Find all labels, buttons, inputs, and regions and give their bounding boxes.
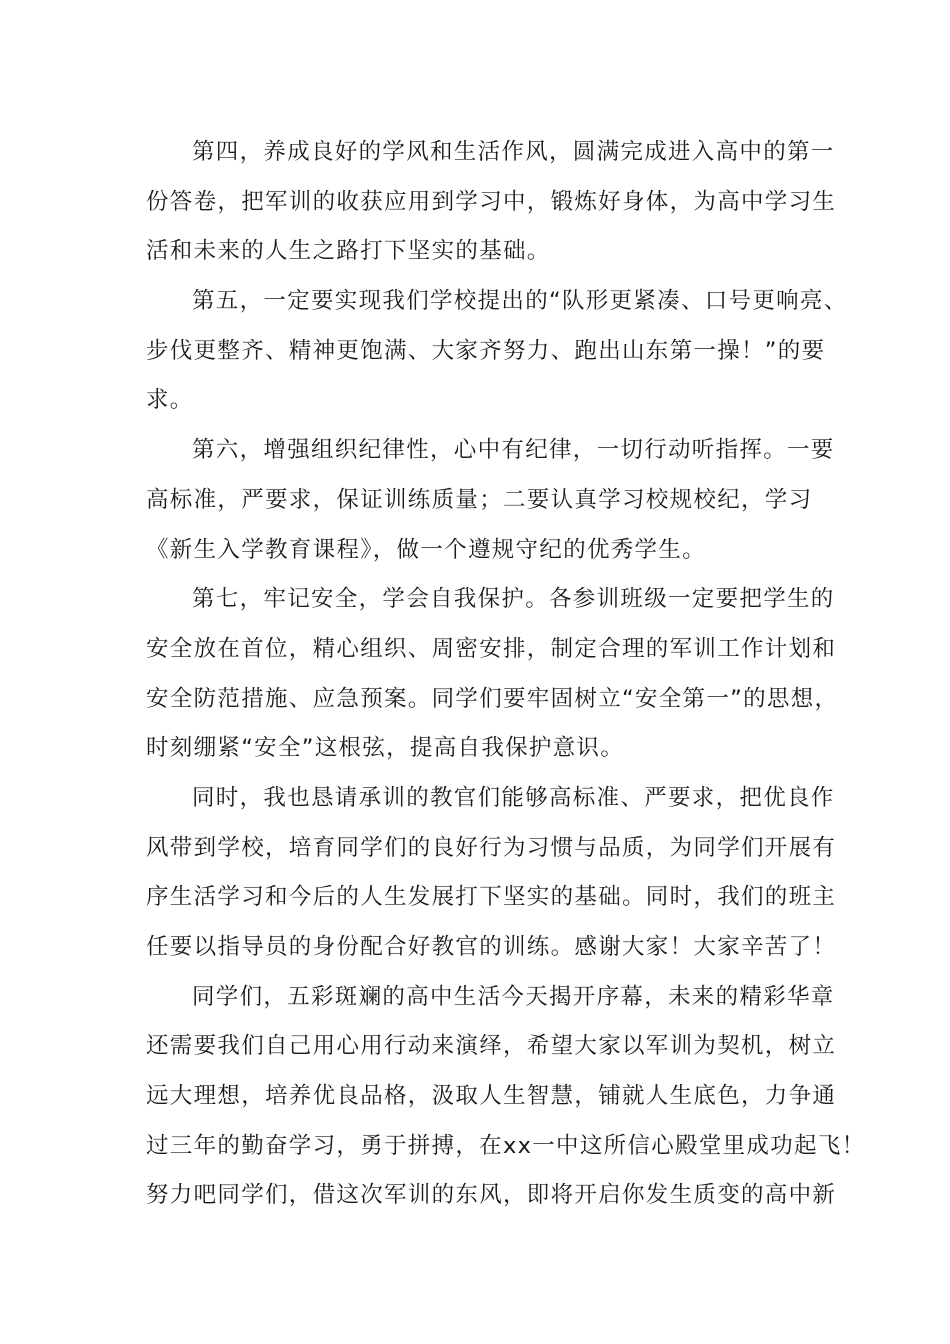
paragraph-line: 远大理想，培养优良品格，汲取人生智慧，铺就人生底色，力争通 bbox=[146, 1083, 837, 1110]
paragraph-first-line: 第六，增强组织纪律性，心中有纪律，一切行动听指挥。一要 bbox=[192, 437, 835, 464]
document-body bbox=[146, 128, 866, 1221]
paragraph-line: 努力吧同学们，借这次军训的东风，即将开启你发生质变的高中新 bbox=[146, 1182, 837, 1209]
paragraph-line: 任要以指导员的身份配合好教官的训练。感谢大家！大家辛苦了！ bbox=[146, 934, 837, 960]
paragraph-line: 高标准，严要求，保证训练质量；二要认真学习校规校纪，学习 bbox=[146, 486, 813, 513]
paragraph-line: 安全防范措施、应急预案。同学们要牢固树立“安全第一”的思想， bbox=[146, 685, 839, 712]
paragraph-first-line: 同学们，五彩斑斓的高中生活今天揭开序幕，未来的精彩华章 bbox=[192, 983, 835, 1010]
paragraph-line: 活和未来的人生之路打下坚实的基础。 bbox=[146, 238, 551, 265]
paragraph-first-line: 第五，一定要实现我们学校提出的“队形更紧凑、口号更响亮、 bbox=[192, 288, 848, 315]
paragraph-line: 安全放在首位，精心组织、周密安排，制定合理的军训工作计划和 bbox=[146, 635, 837, 662]
paragraph-line: 《新生入学教育课程》，做一个遵规守纪的优秀学生。 bbox=[146, 536, 706, 563]
paragraph-first-line: 同时，我也恳请承训的教官们能够高标准、严要求，把优良作 bbox=[192, 784, 835, 811]
paragraph-line: 步伐更整齐、精神更饱满、大家齐努力、跑出山东第一操！”的要 bbox=[146, 337, 826, 364]
paragraph-line: 求。 bbox=[146, 387, 194, 414]
paragraph-line: 还需要我们自己用心用行动来演绎，希望大家以军训为契机，树立 bbox=[146, 1033, 837, 1060]
paragraph-first-line: 第七，牢记安全，学会自我保护。各参训班级一定要把学生的 bbox=[192, 586, 835, 613]
paragraph-first-line: 第四，养成良好的学风和生活作风，圆满完成进入高中的第一 bbox=[192, 139, 835, 165]
paragraph-line: 过三年的勤奋学习，勇于拼搏，在xx一中这所信心殿堂里成功起飞！ bbox=[146, 1132, 866, 1159]
paragraph-line: 份答卷，把军训的收获应用到学习中，锻炼好身体，为高中学习生 bbox=[146, 188, 837, 215]
paragraph-line: 时刻绷紧“安全”这根弦，提高自我保护意识。 bbox=[146, 735, 625, 762]
paragraph-line: 序生活学习和今后的人生发展打下坚实的基础。同时，我们的班主 bbox=[146, 884, 837, 911]
paragraph-line: 风带到学校，培育同学们的良好行为习惯与品质，为同学们开展有 bbox=[146, 834, 837, 861]
